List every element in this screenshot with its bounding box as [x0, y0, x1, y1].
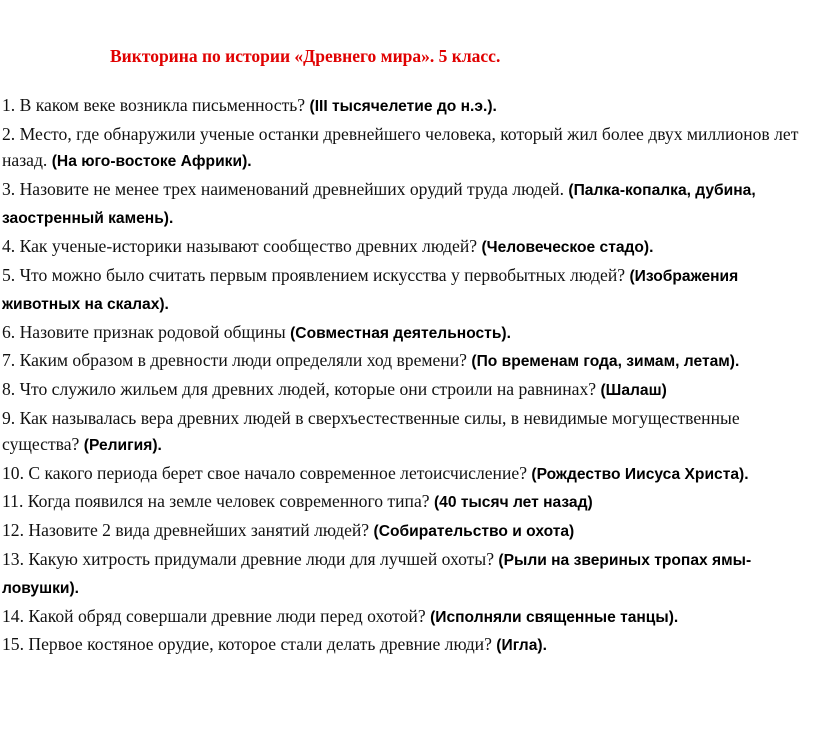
- answer-text: (Человеческое стадо).: [481, 238, 654, 256]
- list-item: [2, 603, 814, 632]
- list-item: [2, 92, 814, 121]
- question-text: 1. В каком веке возникла письменность?: [2, 95, 310, 115]
- answer-text: (Совместная деятельность).: [290, 324, 511, 342]
- list-item: [2, 460, 814, 489]
- answer-text: (Религия).: [83, 437, 162, 455]
- answer-text: (III тысячелетие до н.э.).: [309, 98, 497, 115]
- question-text: 5. Что можно было считать первым проявлением искусства у первобытных людей?: [2, 264, 630, 285]
- question-text: 13. Какую хитрость придумали древние люди для лучшей охоты?: [2, 548, 499, 569]
- answer-text: (Исполняли священные танцы).: [430, 608, 679, 626]
- question-text: 15. Первое костяное орудие, которое стали делать древние люди?: [2, 634, 497, 655]
- answer-text: (Изображения животных на скалах).: [2, 267, 739, 314]
- question-text: 8. Что служило жильем для древних людей, которые они строили на равнинах?: [2, 378, 601, 399]
- question-text: 3. Назовите не менее трех наименований древнейших орудий труда людей.: [2, 178, 569, 199]
- question-text: 14. Какой обряд совершали древние люди перед охотой?: [2, 605, 431, 626]
- question-text: 7. Каким образом в древности люди определяли ход времени?: [2, 350, 472, 371]
- list-item: [2, 319, 814, 348]
- answer-text: (Рождество Иисуса Христа).: [531, 465, 749, 483]
- list-item: [2, 546, 814, 603]
- answer-text: (Собирательство и охота): [373, 522, 575, 540]
- quiz-title: Викторина по истории «Древнего мира». 5 класс.: [110, 46, 501, 66]
- list-item: [2, 405, 814, 460]
- list-item: [2, 176, 814, 233]
- answer-text: (Игла).: [496, 637, 547, 655]
- list-item: [2, 121, 814, 176]
- answer-text: (Шалаш): [600, 381, 667, 399]
- list-item: [2, 262, 814, 319]
- list-item: [2, 631, 814, 660]
- question-text: 10. С какого периода берет свое начало современное летоисчисление?: [2, 462, 532, 483]
- answer-text: (На юго-востоке Африки).: [51, 153, 252, 171]
- question-list: [2, 92, 814, 660]
- list-item: [2, 347, 814, 376]
- question-text: 4. Как ученые-историки называют сообщество древних людей?: [2, 235, 482, 256]
- question-text: 2. Место, где обнаружили ученые останки древнейшего человека, который жил более двух миллионов лет назад.: [2, 123, 799, 171]
- list-item: [2, 233, 814, 262]
- question-text: 9. Как называлась вера древних людей в сверхъестественные силы, в невидимые могущественные существа?: [2, 407, 740, 455]
- question-text: 6. Назовите признак родовой общины: [2, 321, 291, 342]
- list-item: [2, 488, 814, 517]
- answer-text: (По временам года, зимам, летам).: [471, 353, 740, 371]
- answer-text: (Палка-копалка, дубина, заостренный камень).: [2, 181, 756, 228]
- list-item: [2, 517, 814, 546]
- answer-text: (Рыли на звериных тропах ямы-ловушки).: [2, 551, 752, 598]
- question-text: 12. Назовите 2 вида древнейших занятий людей?: [2, 519, 374, 540]
- answer-text: (40 тысяч лет назад): [433, 494, 593, 512]
- list-item: [2, 376, 814, 405]
- question-text: 11. Когда появился на земле человек современного типа?: [2, 491, 434, 512]
